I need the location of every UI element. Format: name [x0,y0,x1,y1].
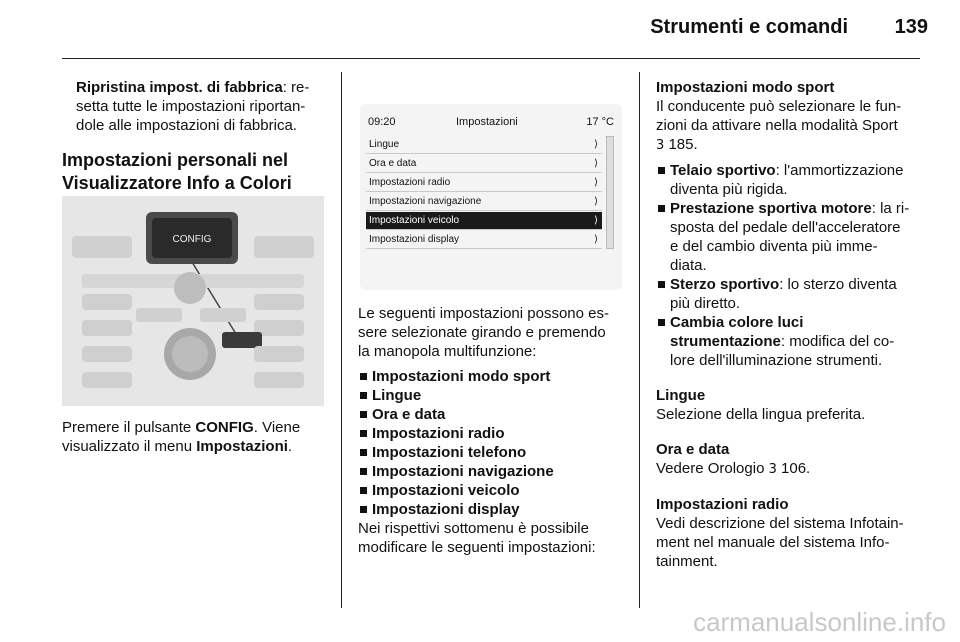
screen-time: 09:20 [368,116,396,128]
intro-line-1 [62,78,330,97]
column-1 [62,78,330,195]
intro-line-2: setta tutte le impostazioni riportan- [76,98,306,115]
lead-line-2: sere selezionate girando e premendo [358,324,606,341]
column-1-para [62,418,330,456]
tail-line-2: modificare le seguenti impostazioni: [358,539,596,556]
chevron-right-icon: ⟩ [594,215,598,226]
header-rule [62,58,920,59]
screen-item-veicolo[interactable]: Impostazioni veicolo ⟩ [366,212,602,230]
radio-line-1: Vedi descrizione del sistema Infotain- [656,515,904,532]
screen-item-ora-data[interactable]: Ora e data ⟩ [366,155,602,173]
column-3 [656,78,926,571]
ora-text: Vedere Orologio 3 106. [656,460,811,477]
chevron-right-icon: ⟩ [594,177,598,188]
screen-status-bar [366,112,616,132]
bullet-item: Lingue [358,386,630,405]
chevron-right-icon: ⟩ [594,234,598,245]
sport-bullet-4: Cambia colore luci strumentazione: modifica del co- lore dell'illuminazione strumenti. [656,313,926,370]
screen-temp: 17 °C [586,116,614,128]
page-ref-icon: 3 [656,138,665,153]
config-callout-label: CONFIG [172,234,212,245]
sport-bullet-2: Prestazione sportiva motore: la ri- sposta del pedale dell'acceleratore e del cambio diventa più imme- diata. [656,199,926,275]
bullet-item: Impostazioni radio [358,424,630,443]
sport-bullet-3: Sterzo sportivo: lo sterzo diventa più diretto. [656,275,926,313]
config-paragraph-line-1: Premere il pulsante CONFIG. Viene [62,419,301,436]
chevron-right-icon: ⟩ [594,158,598,169]
page-ref-icon: 3 [768,462,777,477]
sport-line-2: zioni da attivare nella modalità Sport [656,117,898,134]
lead-line-1: Le seguenti impostazioni possono es- [358,305,609,322]
sport-title: Impostazioni modo sport [656,79,835,96]
radio-line-2: ment nel manuale del sistema Info- [656,534,890,551]
radio-title: Impostazioni radio [656,496,789,513]
lingue-text: Selezione della lingua preferita. [656,406,866,423]
intro-text: : re- [282,79,310,96]
section-title-2: Visualizzatore Info a Colori [62,173,292,193]
screen-item-display[interactable]: Impostazioni display ⟩ [366,231,602,249]
console-photo [62,196,324,406]
chevron-right-icon: ⟩ [594,196,598,207]
screen-item-lingue[interactable]: Lingue ⟩ [366,136,602,154]
radio-line-3: tainment. [656,553,718,570]
sport-bullet-1: Telaio sportivo: l'ammortizzazione diventa più rigida. [656,161,926,199]
chevron-right-icon: ⟩ [594,139,598,150]
screen-item-radio[interactable]: Impostazioni radio ⟩ [366,174,602,192]
sport-line-1: Il conducente può selezionare le fun- [656,98,902,115]
console-photo-drawing [62,196,324,406]
page-header-title: Strumenti e comandi [650,16,848,38]
screen-title: Impostazioni [456,116,518,128]
tail-line-1: Nei rispettivi sottomenu è possibile [358,520,589,537]
page-number: 139 [894,16,928,38]
config-paragraph-line-2: visualizzato il menu Impostazioni. [62,438,293,455]
lead-line-3: la manopola multifunzione: [358,343,537,360]
column-divider-2 [639,72,640,608]
watermark: carmanualsonline.info [693,607,946,637]
sport-ref: 3 185. [656,136,698,153]
bullet-item: Impostazioni navigazione [358,462,630,481]
column-2 [358,304,630,557]
bullet-item: Impostazioni telefono [358,443,630,462]
intro-term: Ripristina impost. di fabbrica [76,79,283,96]
bullet-item: Impostazioni veicolo [358,481,630,500]
screen-scrollbar[interactable] [606,136,614,249]
bullet-item: Ora e data [358,405,630,424]
bullet-item: Impostazioni modo sport [358,367,630,386]
bullet-item: Impostazioni display [358,500,630,519]
section-title-1: Impostazioni personali nel [62,150,289,170]
screen-item-navigazione[interactable]: Impostazioni navigazione ⟩ [366,193,602,211]
intro-line-3: dole alle impostazioni di fabbrica. [76,117,297,134]
column-divider-1 [341,72,342,608]
ora-title: Ora e data [656,441,730,458]
lingue-title: Lingue [656,387,706,404]
settings-screen [360,104,622,290]
